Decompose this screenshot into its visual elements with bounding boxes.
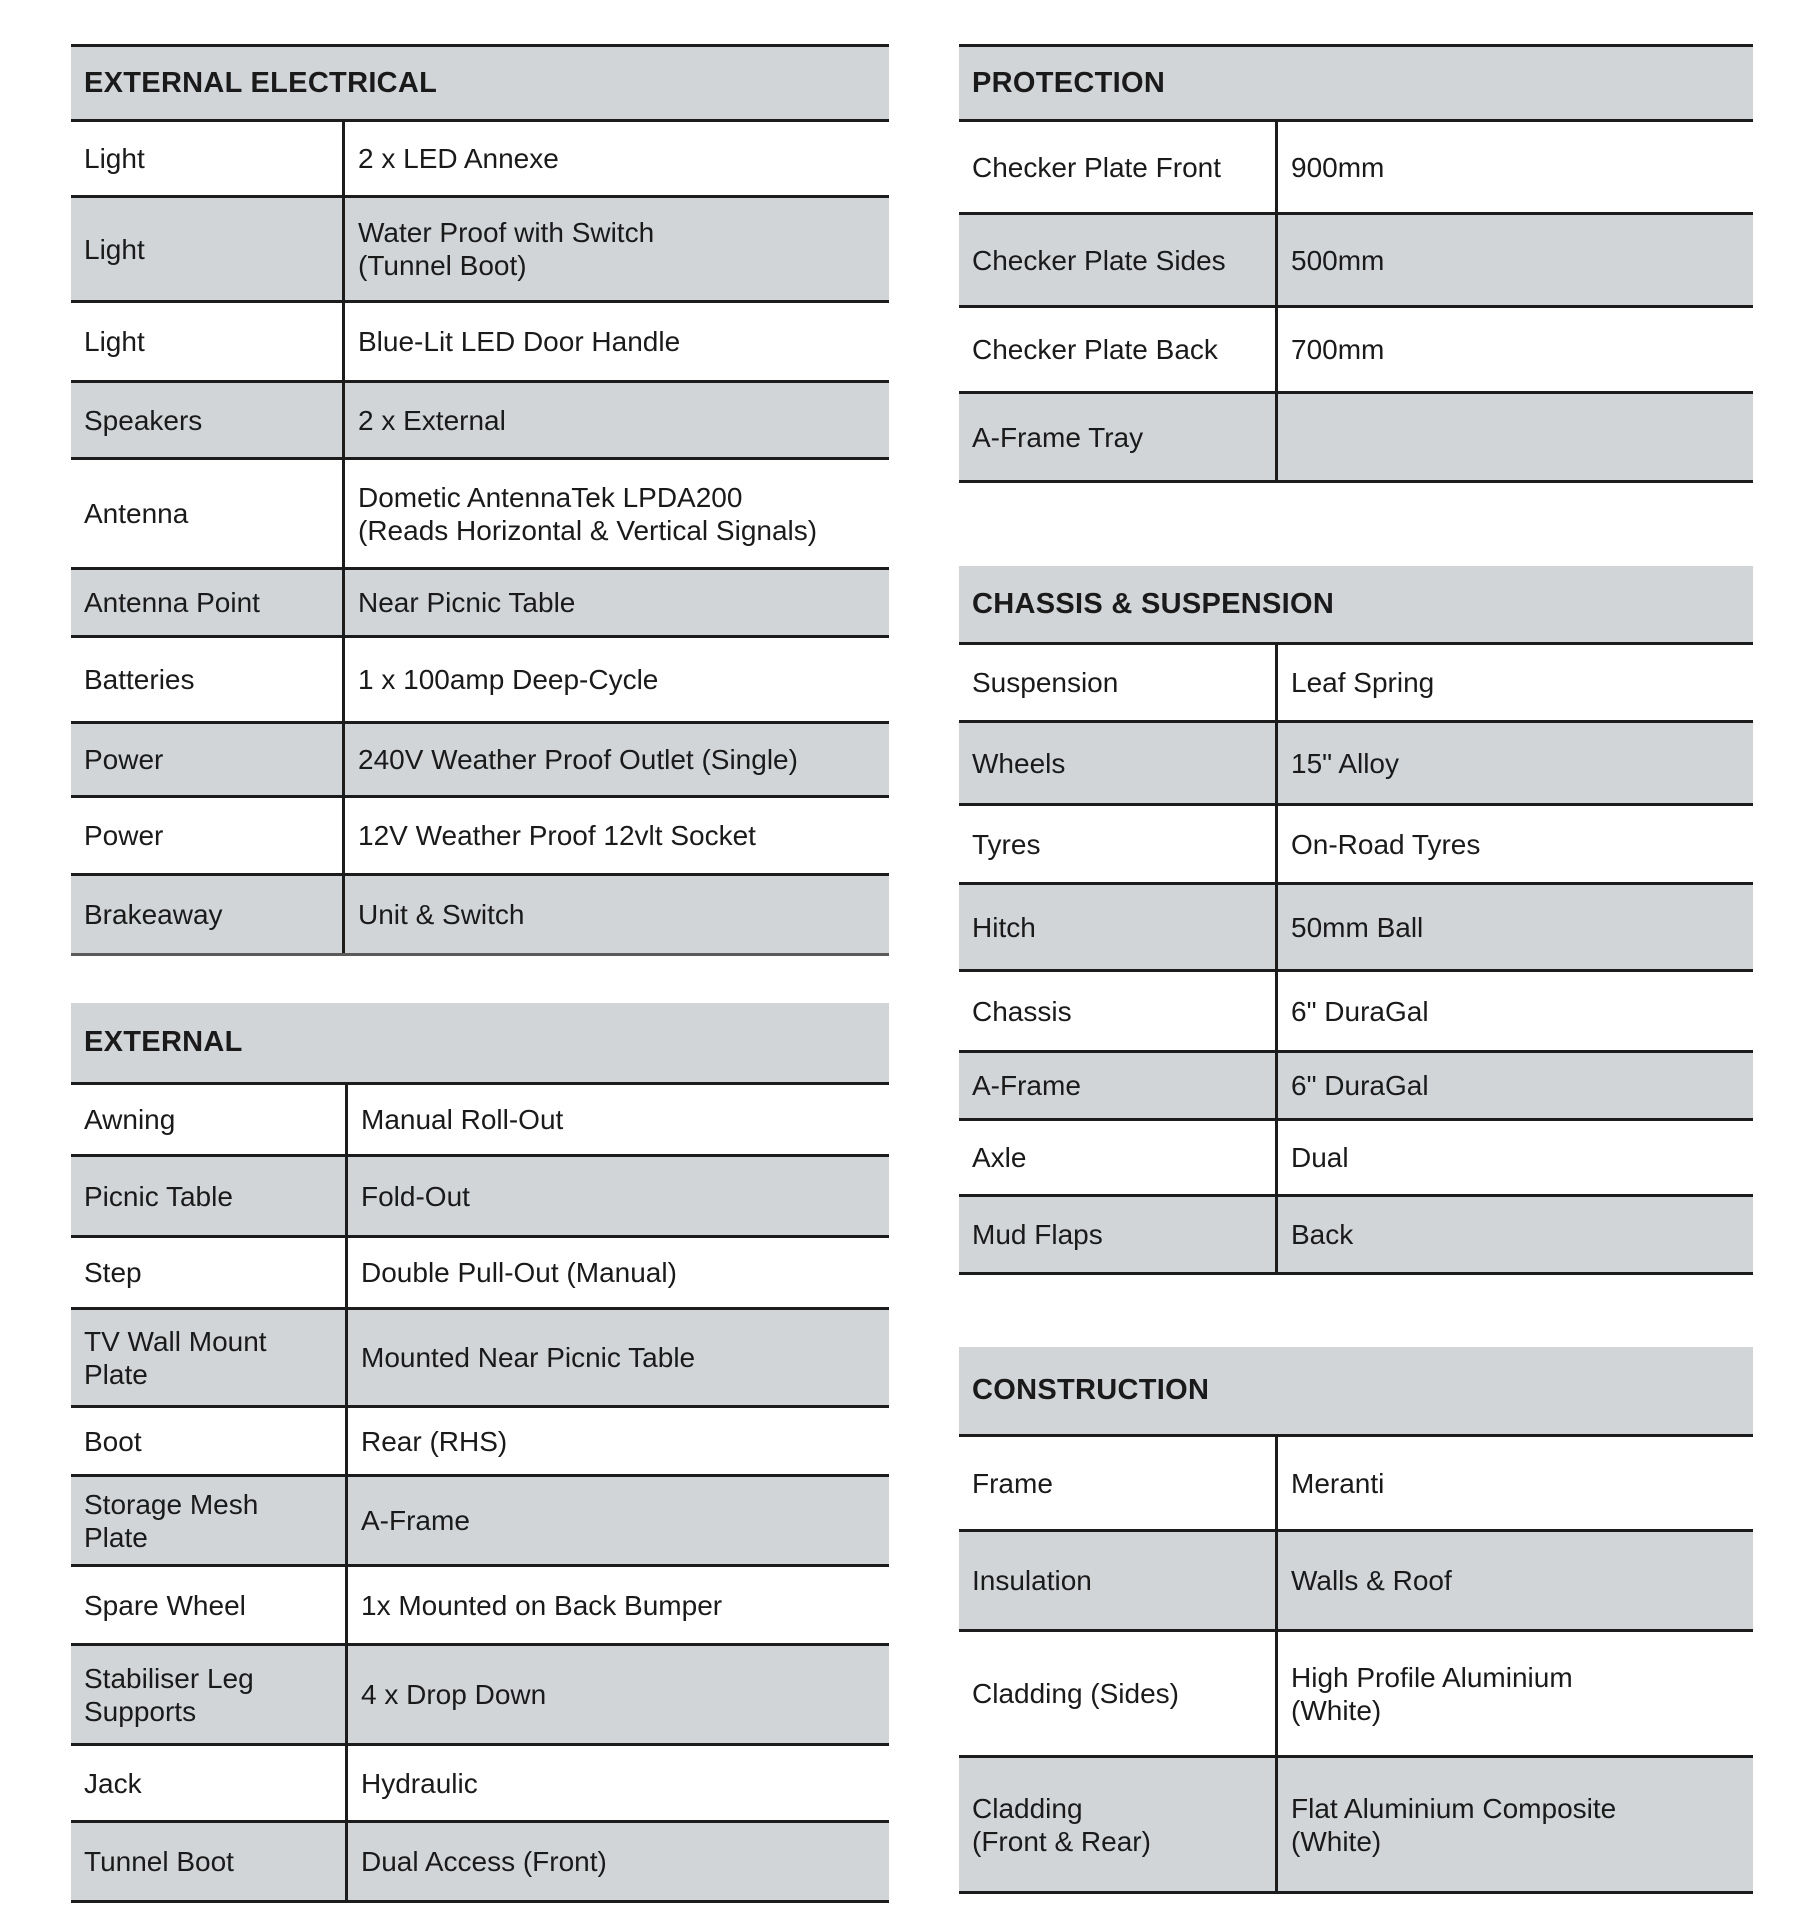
- table-row: [959, 1197, 1753, 1275]
- row-label: Step: [84, 1257, 142, 1288]
- row-label: Power: [84, 820, 164, 851]
- row-label: Tyres: [972, 828, 1041, 860]
- row-value: 1 x 100amp Deep-Cycle: [358, 664, 659, 695]
- row-label: Boot: [84, 1425, 142, 1457]
- table-row: [71, 383, 889, 460]
- construction-table: [959, 1347, 1753, 1894]
- row-value: 50mm Ball: [1291, 911, 1424, 943]
- row-label: Light: [84, 143, 145, 174]
- row-label: A-Frame: [972, 1070, 1081, 1101]
- table-row: [959, 394, 1753, 483]
- table-row: [959, 1053, 1753, 1121]
- row-value: 4 x Drop Down: [361, 1679, 547, 1710]
- row-value: 15" Alloy: [1291, 747, 1400, 779]
- row-label: Light: [84, 326, 145, 357]
- row-label: TV Wall Mount Plate: [84, 1325, 267, 1390]
- row-label: Antenna Point: [84, 587, 260, 618]
- row-label: Axle: [972, 1142, 1027, 1173]
- table-row: [71, 122, 889, 198]
- row-value: 900mm: [1291, 151, 1385, 183]
- chassis-suspension-table: [959, 566, 1753, 1275]
- table-row: [959, 885, 1753, 972]
- row-value: Dual Access (Front): [361, 1846, 607, 1877]
- row-value: Rear (RHS): [361, 1425, 508, 1457]
- row-value: 240V Weather Proof Outlet (Single): [358, 744, 798, 775]
- row-label: Tunnel Boot: [84, 1846, 234, 1877]
- row-label: Light: [84, 233, 145, 265]
- row-value: Fold-Out: [361, 1180, 470, 1212]
- row-label: Chassis: [972, 995, 1072, 1027]
- table-row: [71, 1477, 889, 1567]
- table-row: [71, 570, 889, 638]
- table-row: [71, 1646, 889, 1746]
- section-title: CHASSIS & SUSPENSION: [959, 566, 1753, 645]
- table-row: [71, 1085, 889, 1157]
- row-value: 6" DuraGal: [1291, 1070, 1429, 1101]
- table-row: [959, 1758, 1753, 1894]
- row-label: Jack: [84, 1767, 142, 1799]
- table-row: [71, 1746, 889, 1823]
- row-value: 1x Mounted on Back Bumper: [361, 1589, 723, 1621]
- row-label: Checker Plate Back: [972, 334, 1218, 365]
- table-row: [959, 308, 1753, 394]
- row-value: Unit & Switch: [358, 899, 525, 930]
- row-label: Cladding (Sides): [972, 1678, 1179, 1709]
- row-value: Manual Roll-Out: [361, 1104, 564, 1135]
- row-label: Picnic Table: [84, 1180, 233, 1212]
- row-label: Batteries: [84, 664, 195, 695]
- row-label: Checker Plate Front: [972, 151, 1221, 183]
- section-title: EXTERNAL: [71, 1003, 889, 1085]
- section-title: PROTECTION: [959, 47, 1753, 122]
- row-value: 500mm: [1291, 244, 1385, 276]
- row-value: A-Frame: [361, 1505, 470, 1536]
- table-row: [71, 303, 889, 383]
- row-value: Meranti: [1291, 1467, 1385, 1499]
- table-row: [71, 638, 889, 724]
- row-value: Near Picnic Table: [358, 587, 576, 618]
- section-title: CONSTRUCTION: [959, 1347, 1753, 1437]
- row-label: Spare Wheel: [84, 1589, 246, 1621]
- row-label: Antenna: [84, 498, 189, 529]
- table-row: [959, 122, 1753, 215]
- row-label: Insulation: [972, 1565, 1092, 1596]
- row-label: Checker Plate Sides: [972, 244, 1226, 276]
- row-value: 6" DuraGal: [1291, 995, 1429, 1027]
- table-row: [959, 1632, 1753, 1758]
- row-label: Hitch: [972, 911, 1036, 943]
- row-label: Suspension: [972, 667, 1119, 698]
- row-label: Frame: [972, 1467, 1053, 1499]
- table-row: [71, 1238, 889, 1310]
- table-row: [959, 972, 1753, 1053]
- table-row: [959, 1532, 1753, 1632]
- protection-table: [959, 44, 1753, 483]
- table-row: [71, 198, 889, 303]
- external-table: [71, 1003, 889, 1903]
- row-label: Power: [84, 744, 164, 775]
- row-value: 2 x LED Annexe: [358, 143, 559, 174]
- table-row: [959, 215, 1753, 308]
- table-row: [71, 798, 889, 876]
- row-value: 700mm: [1291, 334, 1385, 365]
- row-value: 12V Weather Proof 12vlt Socket: [358, 820, 756, 851]
- row-label: Wheels: [972, 747, 1066, 779]
- external-electrical-table: [71, 44, 889, 956]
- table-row: [71, 724, 889, 798]
- row-value: Walls & Roof: [1291, 1565, 1452, 1596]
- row-value: Hydraulic: [361, 1767, 478, 1799]
- table-row: [71, 1567, 889, 1646]
- row-label: Awning: [84, 1104, 176, 1135]
- row-value: Water Proof with Switch (Tunnel Boot): [358, 217, 655, 281]
- row-value: Flat Aluminium Composite (White): [1291, 1792, 1617, 1857]
- row-label: Cladding (Front & Rear): [972, 1792, 1151, 1857]
- table-row: [959, 723, 1753, 806]
- row-label: Storage Mesh Plate: [84, 1488, 259, 1553]
- row-value: High Profile Aluminium (White): [1291, 1661, 1573, 1726]
- row-value: Mounted Near Picnic Table: [361, 1342, 696, 1373]
- row-value: Leaf Spring: [1291, 667, 1435, 698]
- table-row: [71, 1408, 889, 1477]
- section-title: EXTERNAL ELECTRICAL: [71, 47, 889, 122]
- table-row: [959, 1121, 1753, 1197]
- row-value: Dual: [1291, 1142, 1349, 1173]
- table-row: [959, 1437, 1753, 1532]
- row-label: Brakeaway: [84, 899, 223, 930]
- row-value: Dometic AntennaTek LPDA200 (Reads Horizontal & Vertical Signals): [358, 481, 818, 546]
- row-value: 2 x External: [358, 404, 506, 436]
- row-label: Speakers: [84, 404, 203, 436]
- row-label: Mud Flaps: [972, 1219, 1103, 1250]
- row-label: Stabiliser Leg Supports: [84, 1662, 254, 1727]
- row-value: Double Pull-Out (Manual): [361, 1257, 677, 1288]
- table-row: [71, 876, 889, 956]
- row-value: On-Road Tyres: [1291, 828, 1481, 860]
- table-row: [71, 460, 889, 570]
- table-row: [959, 645, 1753, 723]
- table-row: [71, 1823, 889, 1903]
- row-value: Back: [1291, 1219, 1354, 1250]
- table-row: [71, 1310, 889, 1408]
- row-value: Blue-Lit LED Door Handle: [358, 326, 681, 357]
- row-label: A-Frame Tray: [972, 421, 1144, 453]
- table-row: [959, 806, 1753, 885]
- table-row: [71, 1157, 889, 1238]
